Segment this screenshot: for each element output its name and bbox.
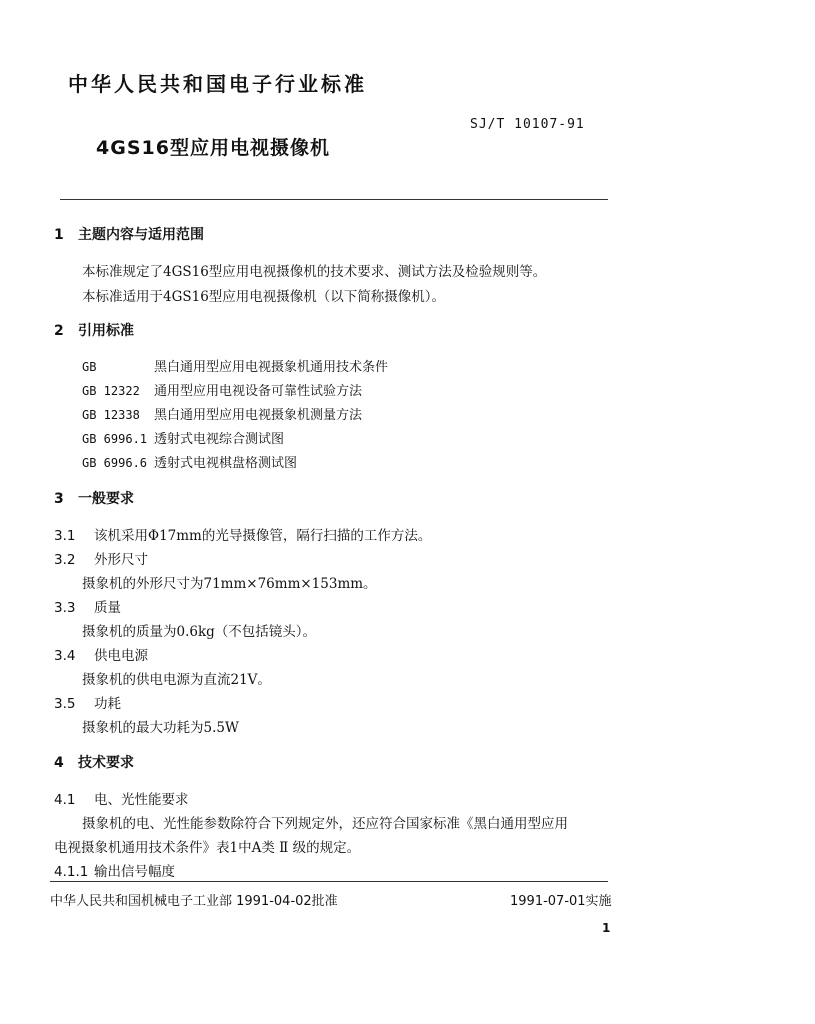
section-title: 一般要求 xyxy=(78,491,134,507)
reference-code: GB xyxy=(82,360,97,374)
subsection-title: 功耗 xyxy=(94,696,121,712)
footer-divider xyxy=(50,881,608,882)
subsection-4-1-text-line-1: 摄象机的电、光性能参数除符合下列规定外，还应符合国家标准《黑白通用型应用 xyxy=(82,816,568,832)
section-1-paragraph-1: 本标准规定了4GS16型应用电视摄像机的技术要求、测试方法及检验规则等。 xyxy=(82,264,547,280)
subsection-3-4-heading xyxy=(54,644,148,664)
issuer-approval: 中华人民共和国机械电子工业部 1991-04-02批准 xyxy=(50,894,338,909)
section-number: 1 xyxy=(54,227,64,243)
subsection-4-1-1-heading xyxy=(54,860,175,880)
subsection-3-2-text: 摄象机的外形尺寸为71mm×76mm×153mm。 xyxy=(82,576,377,592)
header-divider xyxy=(60,199,608,200)
subsection-title: 外形尺寸 xyxy=(94,552,148,568)
section-3-heading xyxy=(54,488,134,508)
reference-title: 透射式电视棋盘格测试图 xyxy=(154,456,298,471)
document-title: 4GS16型应用电视摄像机 xyxy=(96,137,330,159)
standard-code: SJ/T 10107-91 xyxy=(470,117,585,132)
reference-code: GB 6996.6 xyxy=(82,456,148,470)
subsection-number: 3.4 xyxy=(54,648,76,664)
subsection-3-5-text: 摄象机的最大功耗为5.5W xyxy=(82,720,239,736)
reference-item xyxy=(82,380,362,399)
reference-title: 黑白通用型应用电视摄象机通用技术条件 xyxy=(154,360,389,375)
subsection-title: 电、光性能要求 xyxy=(94,792,189,808)
subsection-title: 输出信号幅度 xyxy=(94,864,175,880)
subsection-3-3-heading xyxy=(54,596,121,616)
subsection-number: 4.1.1 xyxy=(54,864,89,880)
subsection-3-4-text: 摄象机的供电电源为直流21V。 xyxy=(82,672,271,688)
subsection-3-3-text: 摄象机的质量为0.6kg（不包括镜头）。 xyxy=(82,624,317,640)
subsection-4-1-heading xyxy=(54,788,189,808)
reference-code: GB 6996.1 xyxy=(82,432,148,446)
subsection-number: 3.5 xyxy=(54,696,76,712)
reference-title: 通用型应用电视设备可靠性试验方法 xyxy=(154,384,363,399)
subsection-title: 质量 xyxy=(94,600,121,616)
subsection-3-5-heading xyxy=(54,692,121,712)
subsection-text: 该机采用Φ17mm的光导摄像管，隔行扫描的工作方法。 xyxy=(94,528,432,544)
org-title: 中华人民共和国电子行业标准 xyxy=(68,72,367,96)
section-number: 2 xyxy=(54,323,64,339)
subsection-3-2-heading xyxy=(54,548,148,568)
reference-code: GB 12338 xyxy=(82,408,140,422)
reference-item xyxy=(82,404,362,423)
page-number: 1 xyxy=(602,921,611,935)
reference-title: 透射式电视综合测试图 xyxy=(154,432,285,447)
subsection-4-1-text-line-2: 电视摄象机通用技术条件》表1中A类 Ⅱ 级的规定。 xyxy=(54,840,361,856)
section-4-heading xyxy=(54,752,134,772)
effective-date: 1991-07-01实施 xyxy=(510,894,612,909)
subsection-number: 3.2 xyxy=(54,552,76,568)
subsection-number: 3.3 xyxy=(54,600,76,616)
subsection-number: 4.1 xyxy=(54,792,76,808)
section-number: 3 xyxy=(54,491,64,507)
reference-item xyxy=(82,428,284,447)
reference-item xyxy=(82,452,297,471)
reference-title: 黑白通用型应用电视摄象机测量方法 xyxy=(154,408,363,423)
subsection-number: 3.1 xyxy=(54,528,76,544)
section-2-heading xyxy=(54,320,134,340)
section-1-paragraph-2: 本标准适用于4GS16型应用电视摄像机（以下简称摄像机）。 xyxy=(82,289,446,305)
section-number: 4 xyxy=(54,755,64,771)
subsection-3-1 xyxy=(54,524,431,544)
section-title: 主题内容与适用范围 xyxy=(78,227,204,243)
subsection-title: 供电电源 xyxy=(94,648,148,664)
section-title: 技术要求 xyxy=(78,755,134,771)
section-1-heading xyxy=(54,224,204,244)
reference-item xyxy=(82,356,388,375)
reference-code: GB 12322 xyxy=(82,384,140,398)
section-title: 引用标准 xyxy=(78,323,134,339)
